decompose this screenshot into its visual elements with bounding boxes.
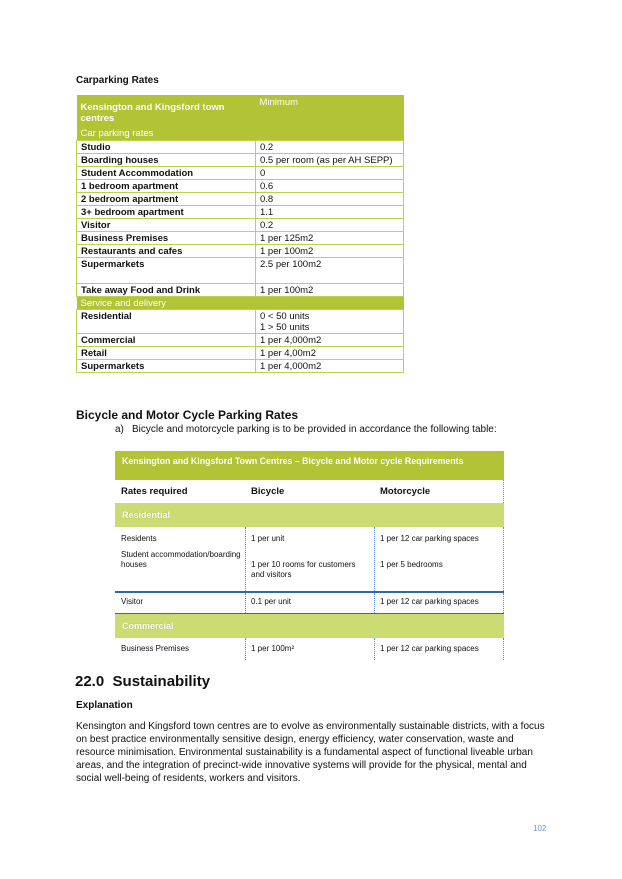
header-minimum: Minimum xyxy=(256,95,404,127)
table-row xyxy=(115,527,504,591)
col-motorcycle: Motorcycle xyxy=(380,486,431,497)
section-car-parking: Car parking rates xyxy=(77,127,404,141)
sustainability-paragraph: Kensington and Kingsford town centres are to evolve as environmentally sustainable districts, with a focus on best practice environmentally sensitive design, energy efficiency, water conservation, waste and resource minimisation. Environmental sustainability is a fundamental aspect of functional liveable urban areas, and the integration of precinct-wide innovative systems will provide for the physical, mental and social well-being of residents, workers and visitors. xyxy=(76,721,545,784)
sustainability-heading: 22.0 Sustainability xyxy=(75,673,211,690)
carparking-table-header xyxy=(77,95,404,127)
page-number: 102 xyxy=(533,824,547,833)
col-rates: Rates required xyxy=(121,486,188,497)
bicycle-table-title: Kensington and Kingsford Town Centres – Bicycle and Motor cycle Requirements xyxy=(115,451,504,480)
header-area: Kensington and Kingsford town centres xyxy=(77,95,256,127)
visitor-label: Visitor xyxy=(115,593,246,613)
residents-bicycle: 1 per unit xyxy=(251,534,285,543)
visitor-motorcycle: 1 per 12 car parking spaces xyxy=(375,593,504,613)
carparking-table xyxy=(76,95,404,373)
bicycle-table xyxy=(115,451,504,660)
residential-value-1: 0 < 50 units xyxy=(260,311,310,322)
table-row: Restaurants and cafes 1 per 100m2 xyxy=(77,245,404,258)
table-row: Student Accommodation 0 xyxy=(77,167,404,180)
section-residential: Residential xyxy=(115,503,504,527)
carparking-heading: Carparking Rates xyxy=(76,75,159,86)
business-label: Business Premises xyxy=(115,638,246,660)
table-row: Retail 1 per 4,00m2 xyxy=(77,347,404,360)
table-row: Studio 0.2 xyxy=(77,141,404,154)
student-motorcycle: 1 per 5 bedrooms xyxy=(380,560,443,569)
student-label: Student accommodation/boarding houses xyxy=(121,550,241,569)
residents-label: Residents xyxy=(121,534,157,543)
residents-motorcycle: 1 per 12 car parking spaces xyxy=(380,534,479,543)
table-row: Visitor 0.2 xyxy=(77,219,404,232)
visitor-bicycle: 0.1 per unit xyxy=(246,593,375,613)
business-motorcycle: 1 per 12 car parking spaces xyxy=(375,638,504,660)
table-row xyxy=(115,591,504,614)
bicycle-table-header xyxy=(115,480,504,503)
table-row: 3+ bedroom apartment 1.1 xyxy=(77,206,404,219)
table-row xyxy=(115,638,504,660)
bicycle-item-text: Bicycle and motorcycle parking is to be provided in accordance the following table: xyxy=(132,424,497,435)
section-commercial: Commercial xyxy=(115,614,504,638)
student-bicycle: 1 per 10 rooms for customers and visitors xyxy=(251,560,356,579)
col-bicycle: Bicycle xyxy=(251,486,285,497)
table-row: Boarding houses 0.5 per room (as per AH SEPP) xyxy=(77,154,404,167)
table-row: Take away Food and Drink 1 per 100m2 xyxy=(77,284,404,297)
table-row: 1 bedroom apartment 0.6 xyxy=(77,180,404,193)
section-service-delivery: Service and delivery xyxy=(77,297,404,310)
table-row: Residential 0 < 50 units 1 > 50 units xyxy=(77,310,404,334)
residential-value-2: 1 > 50 units xyxy=(260,322,310,333)
bicycle-item-marker: a) xyxy=(115,424,124,435)
table-row: Supermarkets 1 per 4,000m2 xyxy=(77,360,404,373)
table-row: Business Premises 1 per 125m2 xyxy=(77,232,404,245)
bicycle-heading: Bicycle and Motor Cycle Parking Rates xyxy=(76,408,299,422)
table-row: Commercial 1 per 4,000m2 xyxy=(77,334,404,347)
explanation-heading: Explanation xyxy=(76,700,133,711)
business-bicycle: 1 per 100m² xyxy=(246,638,375,660)
table-row: Supermarkets 2.5 per 100m2 xyxy=(77,258,404,284)
table-row: 2 bedroom apartment 0.8 xyxy=(77,193,404,206)
